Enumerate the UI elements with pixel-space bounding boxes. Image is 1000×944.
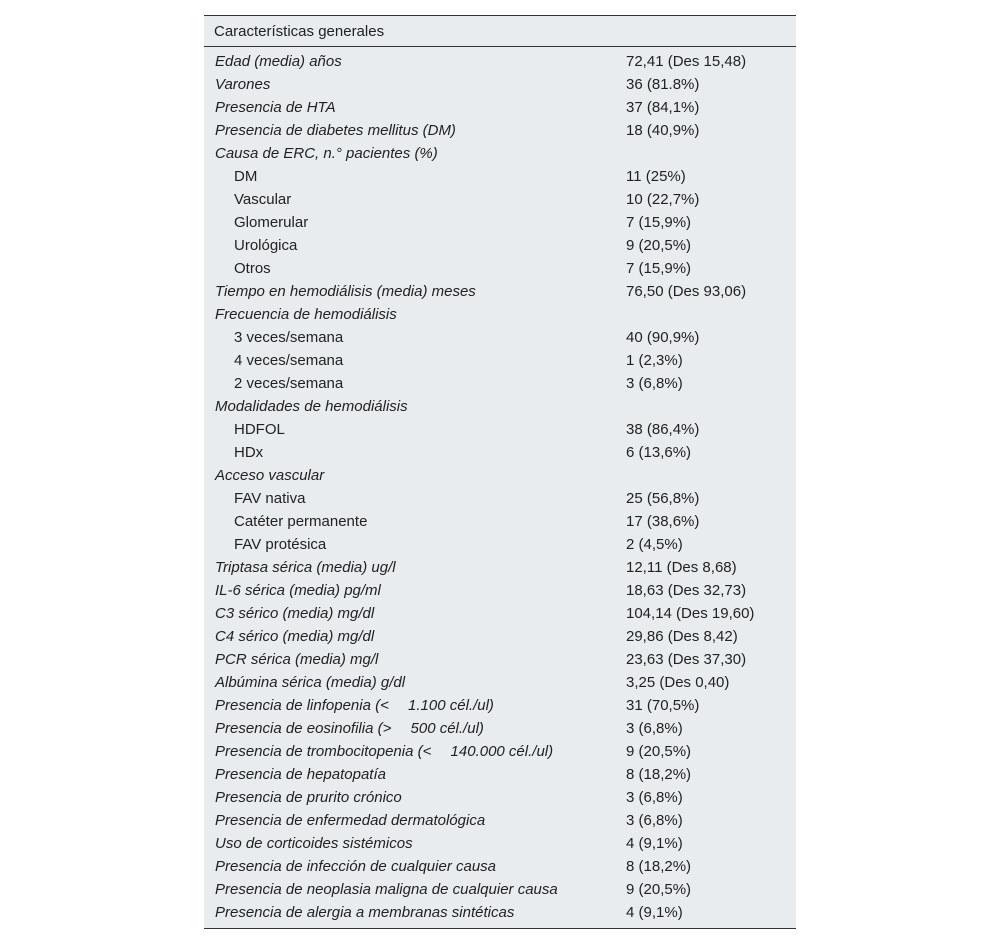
table-row bbox=[204, 510, 796, 533]
table-row bbox=[204, 142, 796, 165]
row-value: 3 (6,8%) bbox=[626, 789, 683, 806]
row-value: 31 (70,5%) bbox=[626, 697, 700, 714]
table-row bbox=[204, 119, 796, 142]
row-label: Uso de corticoides sistémicos bbox=[215, 835, 413, 852]
row-value: 11 (25%) bbox=[626, 168, 686, 185]
table-row bbox=[204, 280, 796, 303]
row-label: Otros bbox=[234, 260, 271, 277]
row-value: 37 (84,1%) bbox=[626, 99, 700, 116]
row-value: 18,63 (Des 32,73) bbox=[626, 582, 747, 599]
row-label: Presencia de neoplasia maligna de cualquier causa bbox=[215, 881, 558, 898]
table-row bbox=[204, 533, 796, 556]
table-header bbox=[204, 16, 796, 47]
row-label: Urológica bbox=[234, 237, 298, 254]
table-row bbox=[204, 234, 796, 257]
row-label: Presencia de diabetes mellitus (DM) bbox=[215, 122, 456, 139]
row-value: 10 (22,7%) bbox=[626, 191, 700, 208]
table-row bbox=[204, 786, 796, 809]
row-label: Varones bbox=[215, 76, 271, 93]
row-label: Presencia de linfopenia (< 1.100 cél./ul) bbox=[215, 697, 494, 714]
table-row bbox=[204, 625, 796, 648]
table-row bbox=[204, 349, 796, 372]
row-label: HDFOL bbox=[234, 421, 285, 438]
table-row bbox=[204, 556, 796, 579]
row-label: Presencia de hepatopatía bbox=[215, 766, 386, 783]
row-value: 72,41 (Des 15,48) bbox=[626, 53, 747, 70]
row-value: 18 (40,9%) bbox=[626, 122, 700, 139]
header-label: Características generales bbox=[214, 22, 385, 40]
table-row bbox=[204, 671, 796, 694]
row-label: Presencia de trombocitopenia (< 140.000 cél./ul) bbox=[215, 743, 554, 760]
table-row bbox=[204, 326, 796, 349]
table-row bbox=[204, 165, 796, 188]
row-label: Presencia de alergia a membranas sintéticas bbox=[215, 904, 515, 921]
row-value: 38 (86,4%) bbox=[626, 421, 700, 438]
table-row bbox=[204, 901, 796, 924]
row-value: 76,50 (Des 93,06) bbox=[626, 283, 747, 300]
row-label: 4 veces/semana bbox=[234, 352, 344, 369]
row-label: DM bbox=[234, 168, 258, 185]
row-label: Presencia de eosinofilia (> 500 cél./ul) bbox=[215, 720, 484, 737]
row-label: Vascular bbox=[234, 191, 292, 208]
row-label: Acceso vascular bbox=[215, 467, 325, 484]
table-row bbox=[204, 418, 796, 441]
row-value: 3 (6,8%) bbox=[626, 375, 683, 392]
row-value: 9 (20,5%) bbox=[626, 743, 692, 760]
row-label: Tiempo en hemodiálisis (media) meses bbox=[215, 283, 476, 300]
table-row bbox=[204, 303, 796, 326]
table-row bbox=[204, 73, 796, 96]
table-row bbox=[204, 763, 796, 786]
row-label: Modalidades de hemodiálisis bbox=[215, 398, 408, 415]
row-label: Frecuencia de hemodiálisis bbox=[215, 306, 397, 323]
table-row bbox=[204, 740, 796, 763]
row-label: Catéter permanente bbox=[234, 513, 368, 530]
table-row bbox=[204, 579, 796, 602]
row-value: 8 (18,2%) bbox=[626, 858, 692, 875]
row-value: 7 (15,9%) bbox=[626, 214, 692, 231]
row-value: 3 (6,8%) bbox=[626, 812, 683, 829]
table-row bbox=[204, 832, 796, 855]
row-value: 4 (9,1%) bbox=[626, 904, 683, 921]
row-value: 36 (81.8%) bbox=[626, 76, 700, 93]
row-value: 3 (6,8%) bbox=[626, 720, 683, 737]
row-value: 2 (4,5%) bbox=[626, 536, 683, 553]
table-body bbox=[204, 47, 796, 924]
table-row bbox=[204, 648, 796, 671]
row-label: 3 veces/semana bbox=[234, 329, 344, 346]
row-label: C4 sérico (media) mg/dl bbox=[215, 628, 375, 645]
table-row bbox=[204, 50, 796, 73]
row-label: Glomerular bbox=[234, 214, 309, 231]
table-row bbox=[204, 372, 796, 395]
row-value: 6 (13,6%) bbox=[626, 444, 692, 461]
table-row bbox=[204, 188, 796, 211]
row-value: 29,86 (Des 8,42) bbox=[626, 628, 738, 645]
table-row bbox=[204, 487, 796, 510]
row-value: 40 (90,9%) bbox=[626, 329, 700, 346]
table-row bbox=[204, 441, 796, 464]
table-row bbox=[204, 257, 796, 280]
row-value: 9 (20,5%) bbox=[626, 881, 692, 898]
row-label: IL-6 sérica (media) pg/ml bbox=[215, 582, 381, 599]
table-row bbox=[204, 855, 796, 878]
row-label: C3 sérico (media) mg/dl bbox=[215, 605, 375, 622]
row-value: 7 (15,9%) bbox=[626, 260, 692, 277]
table-row bbox=[204, 395, 796, 418]
row-value: 17 (38,6%) bbox=[626, 513, 700, 530]
row-value: 23,63 (Des 37,30) bbox=[626, 651, 747, 668]
row-label: Edad (media) años bbox=[215, 53, 342, 70]
row-label: Albúmina sérica (media) g/dl bbox=[215, 674, 406, 691]
row-label: HDx bbox=[234, 444, 264, 461]
row-value: 9 (20,5%) bbox=[626, 237, 692, 254]
table-row bbox=[204, 809, 796, 832]
row-value: 25 (56,8%) bbox=[626, 490, 700, 507]
table-row bbox=[204, 717, 796, 740]
row-value: 8 (18,2%) bbox=[626, 766, 692, 783]
row-value: 12,11 (Des 8,68) bbox=[626, 559, 737, 576]
row-label: Presencia de infección de cualquier causa bbox=[215, 858, 497, 875]
table-row bbox=[204, 211, 796, 234]
table-row bbox=[204, 602, 796, 625]
row-label: Presencia de enfermedad dermatológica bbox=[215, 812, 486, 829]
row-value: 4 (9,1%) bbox=[626, 835, 683, 852]
row-value: 3,25 (Des 0,40) bbox=[626, 674, 730, 691]
row-label: Presencia de HTA bbox=[215, 99, 336, 116]
table-row bbox=[204, 694, 796, 717]
row-value: 104,14 (Des 19,60) bbox=[626, 605, 755, 622]
row-label: 2 veces/semana bbox=[234, 375, 344, 392]
row-label: FAV nativa bbox=[234, 490, 306, 507]
row-label: PCR sérica (media) mg/l bbox=[215, 651, 379, 668]
row-label: Presencia de prurito crónico bbox=[215, 789, 402, 806]
row-label: FAV protésica bbox=[234, 536, 327, 553]
characteristics-table bbox=[204, 15, 796, 929]
table-row bbox=[204, 96, 796, 119]
table-row bbox=[204, 464, 796, 487]
row-value: 1 (2,3%) bbox=[626, 352, 683, 369]
row-label: Causa de ERC, n.° pacientes (%) bbox=[215, 145, 438, 162]
row-label: Triptasa sérica (media) ug/l bbox=[215, 559, 396, 576]
table-row bbox=[204, 878, 796, 901]
